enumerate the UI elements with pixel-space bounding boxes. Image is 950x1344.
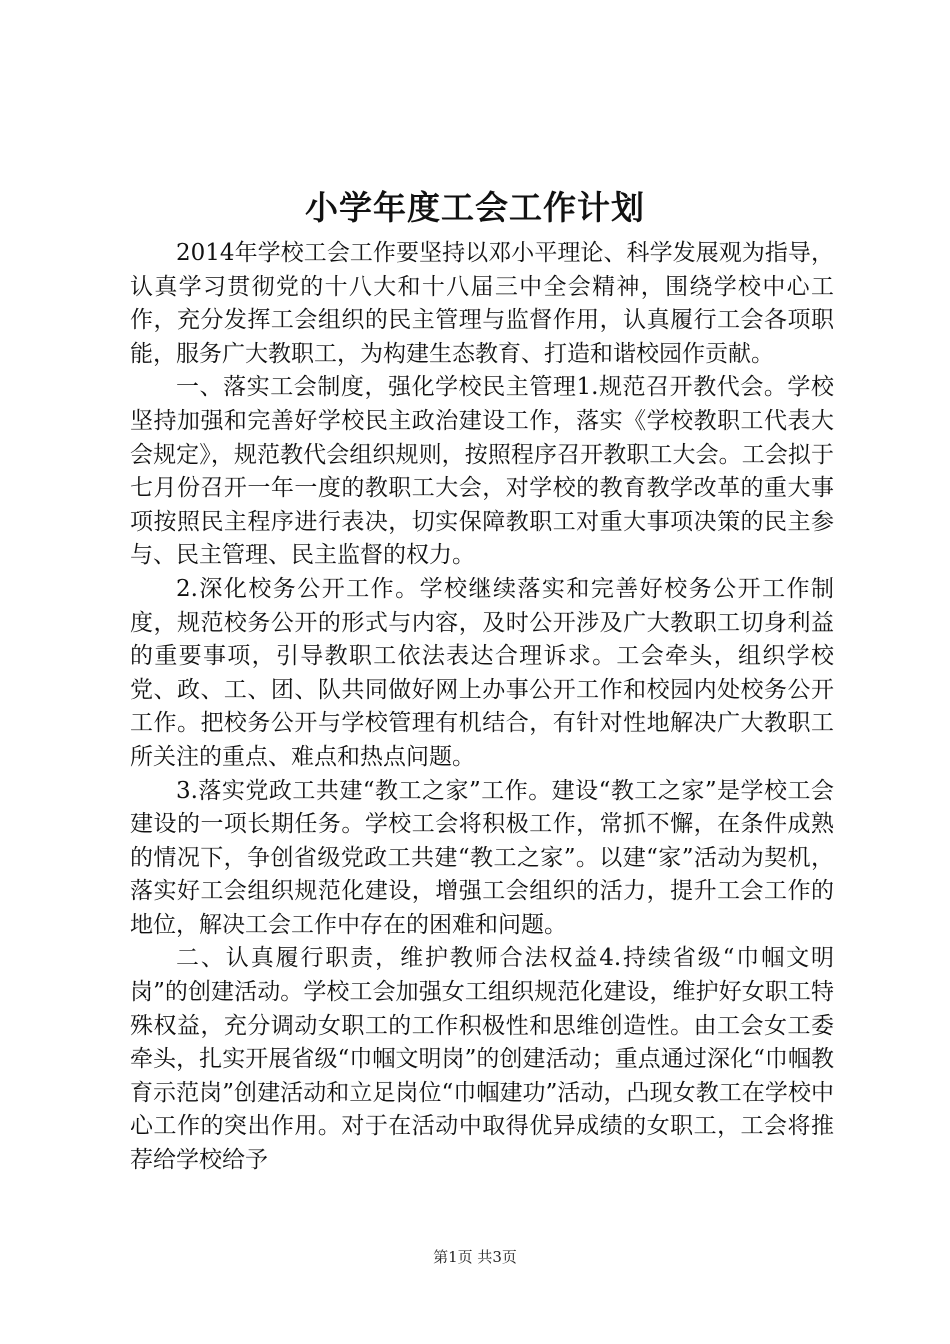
document-title: 小学年度工会工作计划 bbox=[305, 188, 645, 227]
paragraph-item-2: 2.深化校务公开工作。学校继续落实和完善好校务公开工作制度，规范校务公开的形式与内容，及时公开涉及广大教职工切身利益的重要事项，引导教职工依法表达合理诉求。工会牵头，组织学校党、政、工、团、队共同做好网上办事公开工作和校园内处校务公开工作。把校务公开与学校管理有机结合，有针对性地解决广大教职工所关注的重点、难点和热点问题。 bbox=[130, 575, 834, 770]
paragraph-intro: 2014年学校工会工作要坚持以邓小平理论、科学发展观为指导，认真学习贯彻党的十八大和十八届三中全会精神，围绕学校中心工作，充分发挥工会组织的民主管理与监督作用，认真履行工会各项职能，服务广大教职工，为构建生态教育、打造和谐校园作贡献。 bbox=[130, 240, 834, 367]
page-number: 第1页 bbox=[433, 1248, 473, 1266]
document-body bbox=[130, 237, 834, 1178]
paragraph-section-2: 二、认真履行职责，维护教师合法权益4.持续省级“巾帼文明岗”的创建活动。学校工会加强女工组织规范化建设，维护好女职工特殊权益，充分调动女职工的工作积极性和思维创造性。由工会女工委牵头，扎实开展省级“巾帼文明岗”的创建活动；重点通过深化“巾帼教育示范岗”创建活动和立足岗位“巾帼建功”活动，凸现女教工在学校中心工作的突出作用。对于在活动中取得优异成绩的女职工，工会将推荐给学校给予 bbox=[130, 945, 834, 1174]
page-footer bbox=[0, 1247, 950, 1267]
paragraph-section-1: 一、落实工会制度，强化学校民主管理1.规范召开教代会。学校坚持加强和完善好学校民主政治建设工作，落实《学校教职工代表大会规定》，规范教代会组织规则，按照程序召开教职工大会。工会拟于七月份召开一年一度的教职工大会，对学校的教育教学改革的重大事项按照民主程序进行表决，切实保障教职工对重大事项决策的民主参与、民主管理、民主监督的权力。 bbox=[130, 374, 834, 569]
paragraph-item-3: 3.落实党政工共建“教工之家”工作。建设“教工之家”是学校工会建设的一项长期任务。学校工会将积极工作，常抓不懈，在条件成熟的情况下，争创省级党政工共建“教工之家”。以建“家”活动为契机，落实好工会组织规范化建设，增强工会组织的活力，提升工会工作的地位，解决工会工作中存在的困难和问题。 bbox=[130, 777, 834, 938]
page-total: 共3页 bbox=[477, 1248, 517, 1266]
